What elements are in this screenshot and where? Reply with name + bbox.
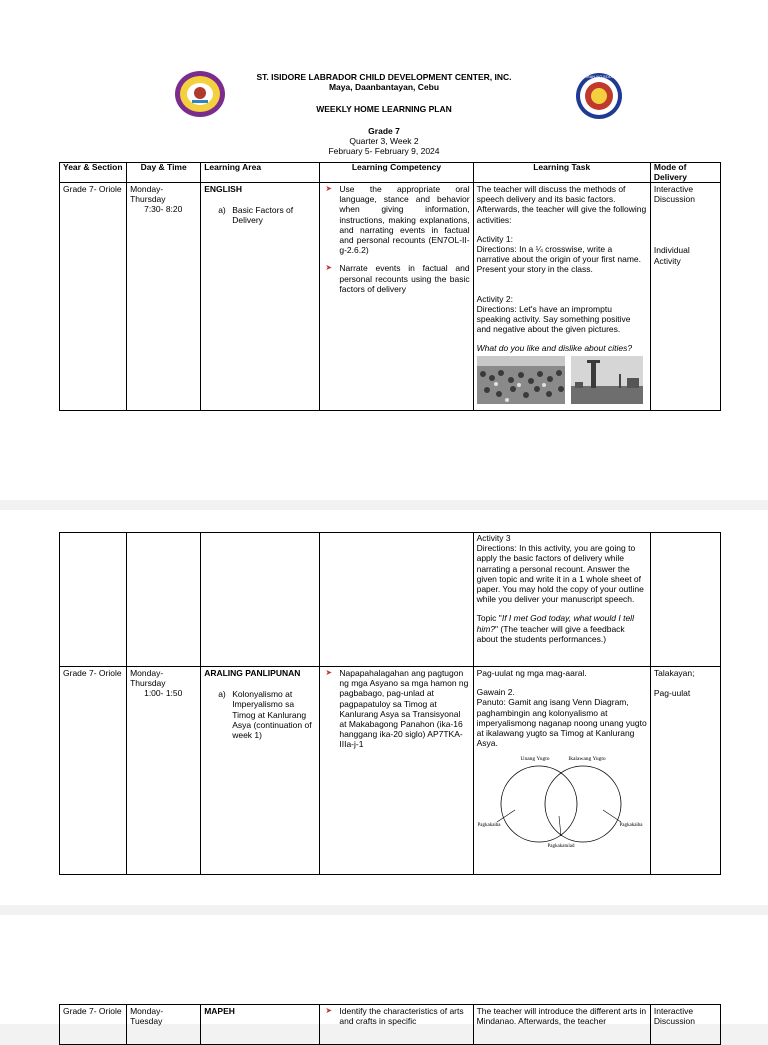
section-cell: Grade 7- Oriole [60,1005,127,1045]
plan-table-continued [59,532,721,875]
topic-text: Topic "If I met God today, what would I tell him?" (The teacher will give a feedback about the students performances.) [476,613,634,644]
col-header-mode: Mode of Delivery [650,163,720,183]
bullet-arrow-icon: ➤ [325,263,333,273]
document-header [0,72,768,156]
bullet-arrow-icon: ➤ [325,1006,333,1015]
plan-title: WEEKLY HOME LEARNING PLAN [316,104,452,114]
page-1 [0,0,768,500]
venn-right-circle [545,766,621,842]
col-header-competency: Learning Competency [320,163,473,183]
list-item: ➤ Use the appropriate oral language, stance and behavior when giving information, instructions, making explanations, and narrating events in factual and personal recounts (EN7OL-II-g-2.6.2) [325,184,470,256]
plan-table-mapeh [59,1004,721,1045]
section-cell: Grade 7- Oriole [60,667,127,875]
mode-cell: Talakayan; Pag-uulat [650,667,720,875]
col-header-day-time: Day & Time [127,163,201,183]
competency-cell [320,667,473,875]
list-item: ➤ Identify the characteristics of arts and crafts in specific [325,1006,464,1027]
day-time-cell: Monday- Thursday 7:30- 8:20 [127,183,201,411]
table-row [60,1005,721,1045]
city-monument-photo-image [571,356,643,404]
bullet-arrow-icon: ➤ [325,184,333,193]
list-item: ➤ Napapahalagahan ang pagtugon ng mga Asyano sa mga hamon ng pagbabago, pag-unlad at pagpapatuloy sa Timog at Kanlurang Asya sa Transisyonal at Makabagong Panahon (ika-16 hanggang ika-20 siglo) AP7TKA-IIIa-j-1 [325,668,469,750]
table-row [60,667,721,875]
page-3 [0,915,768,1027]
col-header-area: Learning Area [201,163,320,183]
day-time-cell: Monday- Thursday 1:00- 1:50 [127,667,201,875]
bullet-arrow-icon: ➤ [325,668,333,677]
table-row [60,533,721,667]
mode-cell: Interactive Discussion Individual Activity [650,183,720,411]
col-header-task: Learning Task [473,163,650,183]
venn-bottom-label: Pagkakatulad [547,844,575,850]
table-row [60,183,721,411]
school-name: ST. ISIDORE LABRADOR CHILD DEVELOPMENT CENTER, INC. [256,72,512,82]
task-cell: The teacher will introduce the different arts in Mindanao. Afterwards, the teacher [473,1005,650,1045]
day-time-cell: Monday- Tuesday [127,1005,201,1045]
area-cell: ARALING PANLIPUNAN a) Kolonyalismo at Imperyalismo sa Timog at Kanlurang Asya (continuation of week 1) [201,667,320,875]
section-cell: Grade 7- Oriole [60,183,127,411]
list-item: ➤ Narrate events in factual and personal recounts using the basic factors of delivery [325,263,470,294]
mode-cell: Interactive Discussion [650,1005,720,1045]
school-address: Maya, Daanbantayan, Cebu [328,82,440,92]
venn-left-label: Pagkakaiba [477,823,501,829]
crowd-photo-image [477,356,565,404]
venn-left-title: Unang Yugto [520,756,550,763]
col-header-section: Year & Section [60,163,127,183]
quarter-week: Quarter 3, Week 2 [349,136,419,146]
task-cell: The teacher will discuss the methods of speech delivery and its basic factors. Afterwards, the teacher will give the following activities: Activity 1: Directions: In a ¼ crosswise, write a narrative about the origin of your first name. Present your story in the class. Activity 2: Directions: Let's have an impromptu speaking activity. Say something positive and negative about the given pictures. What do you like and dislike about cities? [473,183,650,411]
competency-cell [320,183,473,411]
competency-cell [320,1005,473,1045]
area-cell: ENGLISH a) Basic Factors of Delivery [201,183,320,411]
date-range: February 5- February 9, 2024 [328,146,440,156]
venn-left-circle [501,766,577,842]
task-cell: Pag-uulat ng mga mag-aaral. Gawain 2. Panuto: Gamit ang isang Venn Diagram, paghambingin ang kolonyalismo at imperyalismong naganap noong unang yugto at ikalawang yugto sa Timog at Kanlurang Asya. Unang Yugto Ikalawang Yugto Pagkakaiba Pagkakaiba Pagkakatulad [473,667,650,875]
page-2 [0,510,768,905]
venn-right-label: Pagkakaiba [619,823,643,829]
table-header-row [60,163,721,183]
task-cell: Activity 3 Directions: In this activity, you are going to apply the basic factors of delivery while narrating a personal recount. Answer the given topic and write it in a 1 whole sheet of paper. You may hold the copy of your outline while you deliver your manuscript speech. Topic "If I met God today, what would I tell him?" (The teacher will give a feedback about the students performances.) [473,533,650,667]
venn-right-title: Ikalawang Yugto [567,756,606,763]
grade-label: Grade 7 [368,126,400,136]
venn-diagram [475,752,645,862]
svg-text:KAGAWARAN NG EDUKASYON: KAGAWARAN NG EDUKASYON [569,74,629,79]
plan-table-english [59,162,721,411]
area-cell: MAPEH [201,1005,320,1045]
